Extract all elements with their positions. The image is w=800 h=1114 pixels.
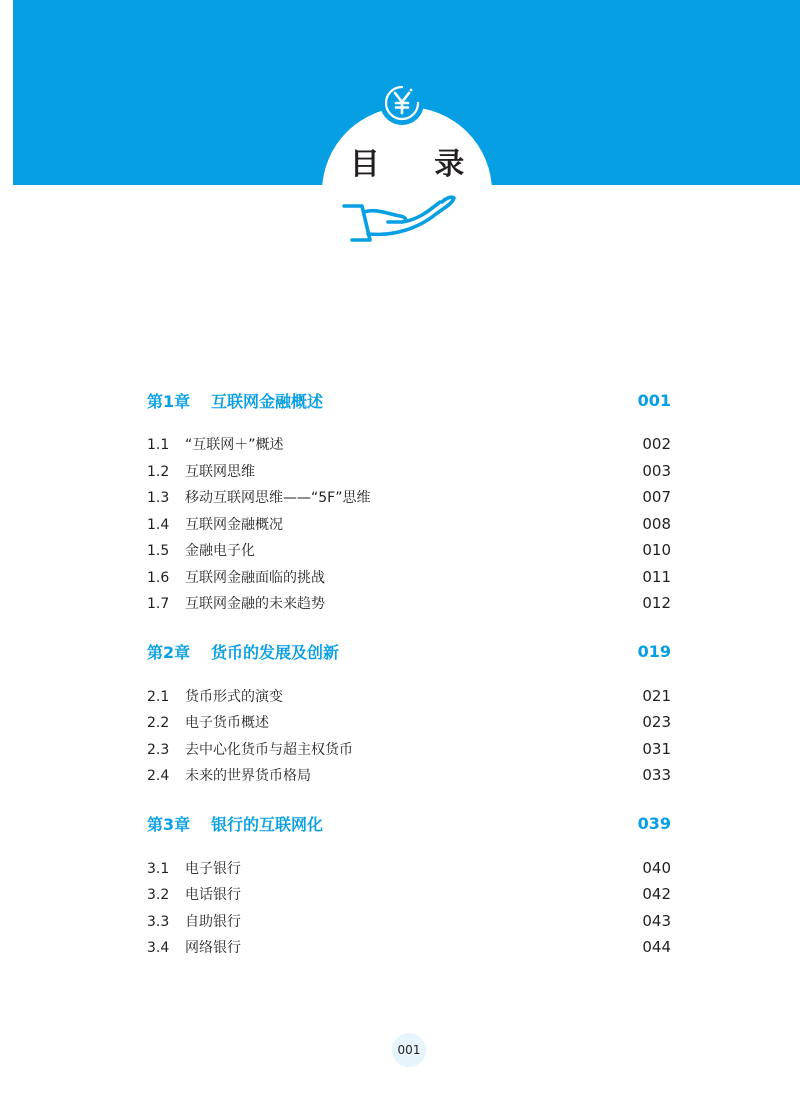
page-title: 目 录 (349, 147, 487, 182)
toc-section-1-2[interactable] (147, 458, 671, 485)
toc-chapter-1[interactable] (147, 383, 671, 417)
chapter-page: 039 (637, 814, 671, 833)
chapter-heading (147, 389, 323, 412)
section-number: 2.1 (147, 688, 170, 705)
section-page: 003 (642, 461, 671, 480)
toc-chapter-2[interactable] (147, 635, 671, 669)
section-number: 1.2 (147, 463, 170, 480)
section-page: 011 (642, 567, 671, 586)
section-title: “互联网＋”概述 (185, 437, 284, 454)
chapter-heading (147, 812, 323, 835)
section-title: 电子货币概述 (185, 715, 269, 732)
section-number: 2.2 (147, 715, 170, 732)
section-title: 网络银行 (185, 940, 241, 957)
section-page: 008 (642, 514, 671, 533)
chapter-label: 第3章 (147, 815, 191, 834)
chapter-page: 019 (637, 642, 671, 661)
section-page: 040 (642, 858, 671, 877)
section-number: 2.4 (147, 768, 170, 785)
section-number: 1.3 (147, 490, 170, 507)
chapter-spacer (147, 789, 671, 807)
section-page: 007 (642, 488, 671, 507)
toc-section-3-1[interactable] (147, 855, 671, 882)
section-number: 2.3 (147, 741, 170, 758)
section-title: 移动互联网思维——“5F”思维 (185, 490, 371, 507)
section-page: 043 (642, 911, 671, 930)
section-page: 021 (642, 686, 671, 705)
chapter-title: 货币的发展及创新 (211, 643, 340, 662)
toc-section-1-7[interactable] (147, 590, 671, 617)
chapter-label: 第2章 (147, 643, 191, 662)
section-page: 010 (642, 541, 671, 560)
yen-coin-icon (379, 80, 425, 126)
section-title: 自助银行 (185, 913, 241, 930)
section-number: 1.1 (147, 437, 170, 454)
section-page: 023 (642, 713, 671, 732)
toc-section-2-2[interactable] (147, 709, 671, 736)
page-number-badge: 001 (392, 1033, 426, 1067)
section-title: 金融电子化 (185, 543, 255, 560)
toc-section-2-1[interactable] (147, 683, 671, 710)
toc-section-2-3[interactable] (147, 736, 671, 763)
chapter-title: 互联网金融概述 (211, 391, 324, 411)
section-title: 互联网金融面临的挑战 (185, 569, 325, 586)
section-page: 031 (642, 739, 671, 758)
section-title: 电子银行 (185, 860, 241, 877)
toc-section-2-4[interactable] (147, 762, 671, 789)
chapter-spacer (147, 617, 671, 635)
toc-chapter-3[interactable] (147, 807, 671, 841)
toc-section-1-5[interactable] (147, 537, 671, 564)
section-page: 044 (642, 938, 671, 957)
toc-section-1-1[interactable] (147, 431, 671, 458)
section-number: 3.1 (147, 860, 170, 877)
section-number: 1.6 (147, 569, 170, 586)
chapter-title: 银行的互联网化 (211, 815, 324, 834)
section-page: 012 (642, 594, 671, 613)
section-title: 互联网思维 (185, 463, 255, 480)
section-number: 3.2 (147, 887, 170, 904)
chapter-page: 001 (637, 390, 671, 410)
section-number: 1.5 (147, 543, 170, 560)
section-page: 042 (642, 885, 671, 904)
section-number: 1.4 (147, 516, 170, 533)
section-number: 3.4 (147, 940, 170, 957)
section-number: 3.3 (147, 913, 170, 930)
section-title: 互联网金融概况 (185, 516, 283, 533)
chapter-heading (147, 640, 339, 663)
section-title: 未来的世界货币格局 (185, 768, 311, 785)
section-page: 033 (642, 766, 671, 785)
section-title: 电话银行 (185, 887, 241, 904)
toc-section-3-3[interactable] (147, 908, 671, 935)
section-number: 1.7 (147, 596, 170, 613)
section-title: 互联网金融的未来趋势 (185, 596, 325, 613)
section-page: 002 (642, 435, 671, 454)
section-title: 货币形式的演变 (185, 688, 283, 705)
section-title: 去中心化货币与超主权货币 (185, 741, 353, 758)
toc-section-1-6[interactable] (147, 564, 671, 591)
toc-section-1-4[interactable] (147, 511, 671, 538)
chapter-label: 第1章 (147, 391, 191, 411)
toc-section-1-3[interactable] (147, 484, 671, 511)
toc-section-3-2[interactable] (147, 881, 671, 908)
open-hand-icon (340, 192, 458, 246)
toc-section-3-4[interactable] (147, 934, 671, 961)
table-of-contents (147, 383, 671, 961)
